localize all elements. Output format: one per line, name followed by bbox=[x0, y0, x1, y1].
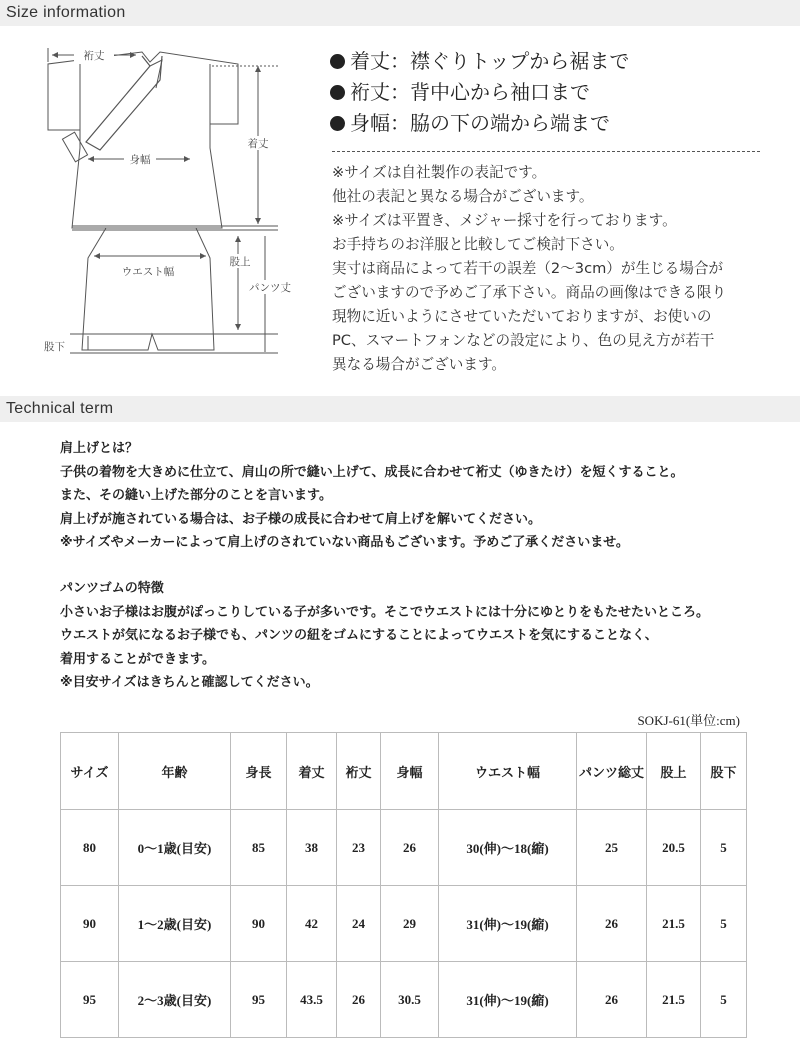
table-cell: 43.5 bbox=[287, 962, 337, 1038]
table-cell: 29 bbox=[381, 886, 439, 962]
bullet-icon bbox=[330, 85, 345, 100]
table-cell: 30(伸)〜18(縮) bbox=[439, 810, 577, 886]
definition-item: 着丈：襟ぐりトップから裾まで bbox=[330, 46, 629, 77]
table-cell: 90 bbox=[61, 886, 119, 962]
table-cell: 31(伸)〜19(縮) bbox=[439, 962, 577, 1038]
table-cell: 23 bbox=[337, 810, 381, 886]
table-header-row bbox=[61, 733, 747, 810]
pants-elastic-explanation: パンツゴムの特徴 小さいお子様はお腹がぽっこりしている子が多いです。そこでウエストには十分にゆとりをもたせたいところ。 ウエストが気になるお子様でも、パンツの紐をゴムにすることによってウエストを気にすることなく、 着用することができます。 ※目安サイズはきちんと確認してください。 bbox=[60, 581, 709, 690]
table-cell: 26 bbox=[577, 886, 647, 962]
table-cell: 0〜1歳(目安) bbox=[119, 810, 231, 886]
table-cell: 95 bbox=[61, 962, 119, 1038]
table-cell: 38 bbox=[287, 810, 337, 886]
bullet-icon bbox=[330, 116, 345, 131]
table-cell: 20.5 bbox=[647, 810, 701, 886]
table-cell: 21.5 bbox=[647, 886, 701, 962]
label-mihaba: 身幅 bbox=[129, 154, 151, 166]
table-cell: 95 bbox=[231, 962, 287, 1038]
table-cell: 1〜2歳(目安) bbox=[119, 886, 231, 962]
table-cell: 80 bbox=[61, 810, 119, 886]
header-cell: ウエスト幅 bbox=[439, 733, 577, 810]
header-cell: 股上 bbox=[647, 733, 701, 810]
technical-term-header: Technical term bbox=[0, 396, 800, 422]
kimono-collar bbox=[86, 56, 162, 150]
dotted-divider bbox=[332, 151, 760, 152]
table-cell: 26 bbox=[381, 810, 439, 886]
table-cell: 5 bbox=[701, 962, 747, 1038]
table-cell: 2〜3歳(目安) bbox=[119, 962, 231, 1038]
pants-outline bbox=[82, 228, 214, 350]
definition-item: 裄丈：背中心から袖口まで bbox=[330, 77, 629, 108]
header-cell: 裄丈 bbox=[337, 733, 381, 810]
table-cell: 26 bbox=[337, 962, 381, 1038]
label-waist: ウエスト幅 bbox=[121, 266, 175, 278]
table-cell: 24 bbox=[337, 886, 381, 962]
header-cell: 身長 bbox=[231, 733, 287, 810]
size-table bbox=[60, 732, 747, 1038]
label-matagami: 股上 bbox=[229, 256, 251, 268]
table-unit-label: SOKJ-61(単位:cm) bbox=[637, 713, 740, 728]
header-cell: 年齢 bbox=[119, 733, 231, 810]
kata-age-explanation: 肩上げとは？ 子供の着物を大きめに仕立て、肩山の所で縫い上げて、成長に合わせて裄丈（ゆきたけ）を短くすること。 また、その縫い上げた部分のことを言います。 肩上げが施されている場合は、お子様の成長に合わせて肩上げを解いてください。 ※サイズやメーカーによって肩上げのされていない商品もございます。予めご了承くださいませ。 bbox=[60, 441, 684, 550]
label-pants-length: パンツ丈 bbox=[249, 282, 291, 294]
table-cell: 21.5 bbox=[647, 962, 701, 1038]
header-cell: パンツ総丈 bbox=[577, 733, 647, 810]
table-cell: 31(伸)〜19(縮) bbox=[439, 886, 577, 962]
label-matashita: 股下 bbox=[44, 341, 65, 353]
label-yuki: 裄丈 bbox=[83, 50, 105, 62]
header-cell: 股下 bbox=[701, 733, 747, 810]
table-cell: 85 bbox=[231, 810, 287, 886]
label-kitake: 着丈 bbox=[247, 138, 269, 150]
table-cell: 25 bbox=[577, 810, 647, 886]
size-notes: ※サイズは自社製作の表記です。 他社の表記と異なる場合がございます。 ※サイズは平置き、メジャー採寸を行っております。 お手持ちのお洋服と比較してご検討下さい。 実寸は商品によって若干の誤差（2〜3cm）が生じる場合が ございますので予めご了承下さい。商品の画像はできる限り 現物に近いようにさせていただいておりますが、お使いの PC、スマートフォンなどの設定により、色の見え方が若干 異なる場合がございます。 bbox=[332, 164, 727, 373]
table-cell: 26 bbox=[577, 962, 647, 1038]
header-cell: サイズ bbox=[61, 733, 119, 810]
table-cell: 5 bbox=[701, 886, 747, 962]
table-row bbox=[61, 962, 747, 1038]
size-information-header: Size information bbox=[0, 0, 800, 26]
table-row bbox=[61, 810, 747, 886]
table-cell: 42 bbox=[287, 886, 337, 962]
header-cell: 着丈 bbox=[287, 733, 337, 810]
table-cell: 5 bbox=[701, 810, 747, 886]
header-cell: 身幅 bbox=[381, 733, 439, 810]
definitions-list bbox=[330, 46, 629, 139]
table-row bbox=[61, 886, 747, 962]
table-cell: 90 bbox=[231, 886, 287, 962]
size-diagram bbox=[0, 26, 310, 366]
bullet-icon bbox=[330, 54, 345, 69]
table-cell: 30.5 bbox=[381, 962, 439, 1038]
definition-item: 身幅：脇の下の端から端まで bbox=[330, 108, 629, 139]
